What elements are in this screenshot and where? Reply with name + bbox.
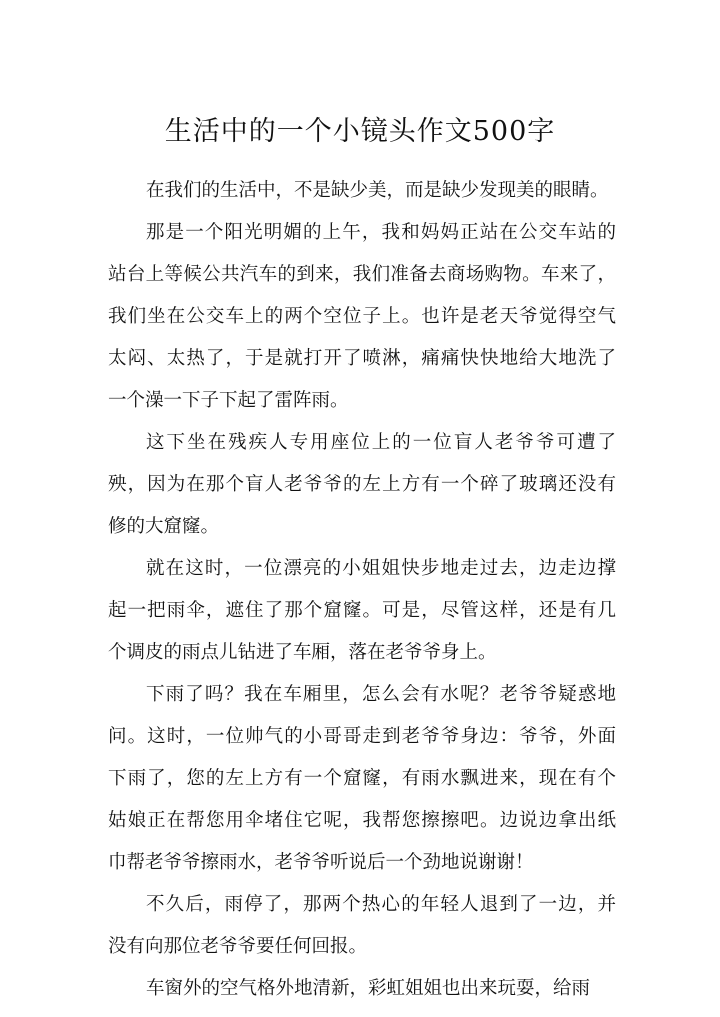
paragraph-line: 下雨了吗？我在车厢里，怎么会有水呢？老爷爷疑惑地 <box>146 684 616 705</box>
paragraph-line: 巾帮老爷爷擦雨水，老爷爷听说后一个劲地说谢谢！ <box>108 852 534 873</box>
paragraph <box>108 422 616 548</box>
paragraph <box>108 674 616 884</box>
paragraph-line: 没有向那位老爷爷要任何回报。 <box>108 936 368 957</box>
paragraph-line: 在我们的生活中，不是缺少美，而是缺少发现美的眼睛。 <box>146 180 609 201</box>
paragraph-line: 问。这时，一位帅气的小哥哥走到老爷爷身边：爷爷，外面 <box>108 726 616 747</box>
document-body <box>108 170 616 1010</box>
paragraph-line: 站台上等候公共汽车的到来，我们准备去商场购物。车来了， <box>108 264 616 285</box>
paragraph <box>108 884 616 968</box>
paragraph-line: 一个澡一下子下起了雷阵雨。 <box>108 390 349 411</box>
paragraph-line: 修的大窟窿。 <box>108 516 220 537</box>
paragraph-line: 太闷、太热了，于是就打开了喷淋，痛痛快快地给大地洗了 <box>108 348 616 369</box>
document-title: 生活中的一个小镜头作文500字 <box>164 116 556 147</box>
paragraph-line: 这下坐在残疾人专用座位上的一位盲人老爷爷可遭了 <box>146 432 616 453</box>
paragraph-line: 不久后，雨停了，那两个热心的年轻人退到了一边，并 <box>146 894 616 915</box>
paragraph-line: 起一把雨伞，遮住了那个窟窿。可是，尽管这样，还是有几 <box>108 600 616 621</box>
paragraph-line: 就在这时，一位漂亮的小姐姐快步地走过去，边走边撑 <box>146 558 616 579</box>
paragraph-line: 殃，因为在那个盲人老爷爷的左上方有一个碎了玻璃还没有 <box>108 474 616 495</box>
paragraph-line: 姑娘正在帮您用伞堵住它呢，我帮您擦擦吧。边说边拿出纸 <box>108 810 616 831</box>
paragraph-line: 个调皮的雨点儿钻进了车厢，落在老爷爷身上。 <box>108 642 497 663</box>
paragraph <box>108 212 616 422</box>
paragraph-line: 那是一个阳光明媚的上午，我和妈妈正站在公交车站的 <box>146 222 616 243</box>
paragraph <box>108 548 616 674</box>
paragraph <box>108 968 616 1010</box>
paragraph <box>108 170 616 212</box>
paragraph-line: 我们坐在公交车上的两个空位子上。也许是老天爷觉得空气 <box>108 306 616 327</box>
paragraph-line: 下雨了，您的左上方有一个窟窿，有雨水飘进来，现在有个 <box>108 768 616 789</box>
paragraph-line: 车窗外的空气格外地清新，彩虹姐姐也出来玩耍，给雨 <box>146 978 591 999</box>
